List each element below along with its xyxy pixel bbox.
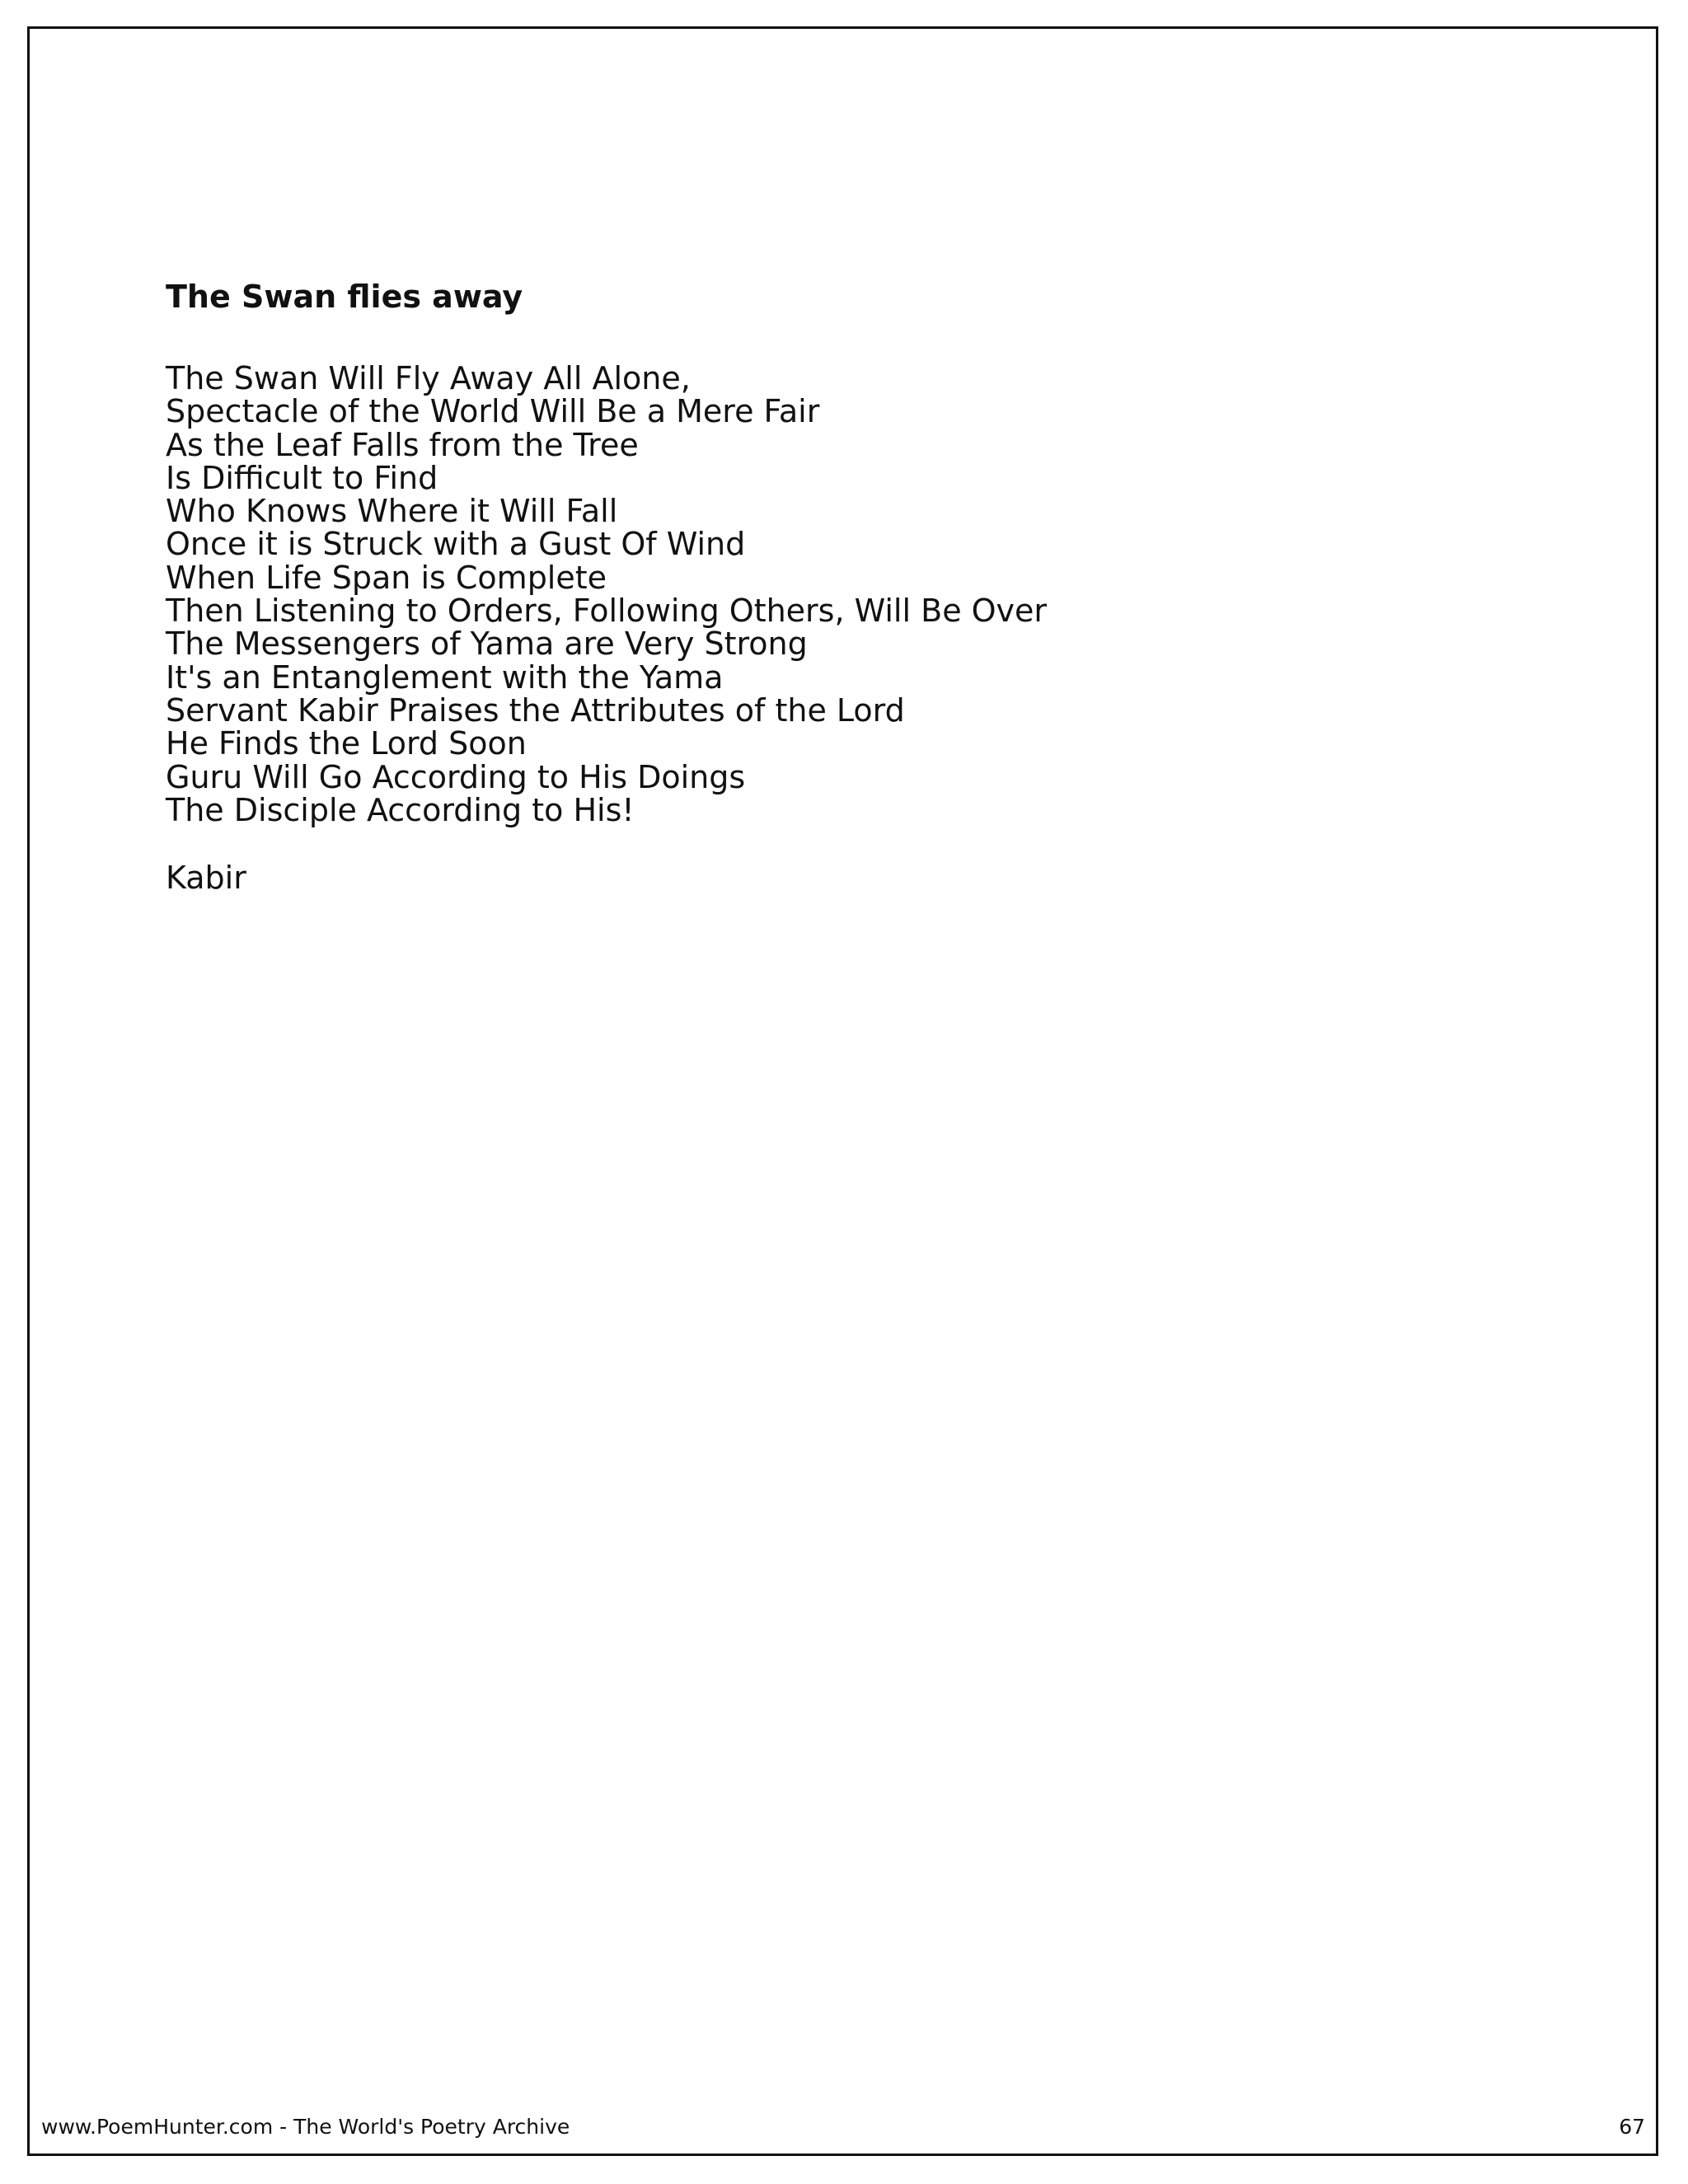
poem-line: Is Difficult to Find (166, 459, 438, 496)
poem-line: The Swan Will Fly Away All Alone, (166, 360, 691, 396)
poem-line: It's an Entanglement with the Yama (166, 658, 724, 696)
poem-line: Spectacle of the World Will Be a Mere Fair (166, 393, 820, 430)
poem-line: Once it is Struck with a Gust Of Wind (166, 526, 746, 563)
poem-line: Guru Will Go According to His Doings (166, 758, 746, 795)
footer-source: www.PoemHunter.com - The World's Poetry Archive (41, 2115, 570, 2139)
poem-title: The Swan flies away (166, 279, 523, 315)
poem-line: When Life Span is Complete (166, 559, 607, 596)
page-number: 67 (1619, 2115, 1645, 2139)
poem-line: Servant Kabir Praises the Attributes of the Lord (166, 691, 905, 729)
poem-line: As the Leaf Falls from the Tree (166, 426, 639, 463)
poem-body (166, 362, 1567, 827)
poem-line: The Messengers of Yama are Very Strong (166, 626, 808, 663)
poem-line: The Disciple According to His! (166, 791, 635, 828)
poem-block (166, 272, 1567, 897)
poem-author: Kabir (166, 860, 246, 897)
poem-line: Who Knows Where it Will Fall (166, 493, 618, 530)
poem-line: Then Listening to Orders, Following Others, Will Be Over (166, 593, 1048, 630)
poem-line: He Finds the Lord Soon (166, 725, 527, 762)
